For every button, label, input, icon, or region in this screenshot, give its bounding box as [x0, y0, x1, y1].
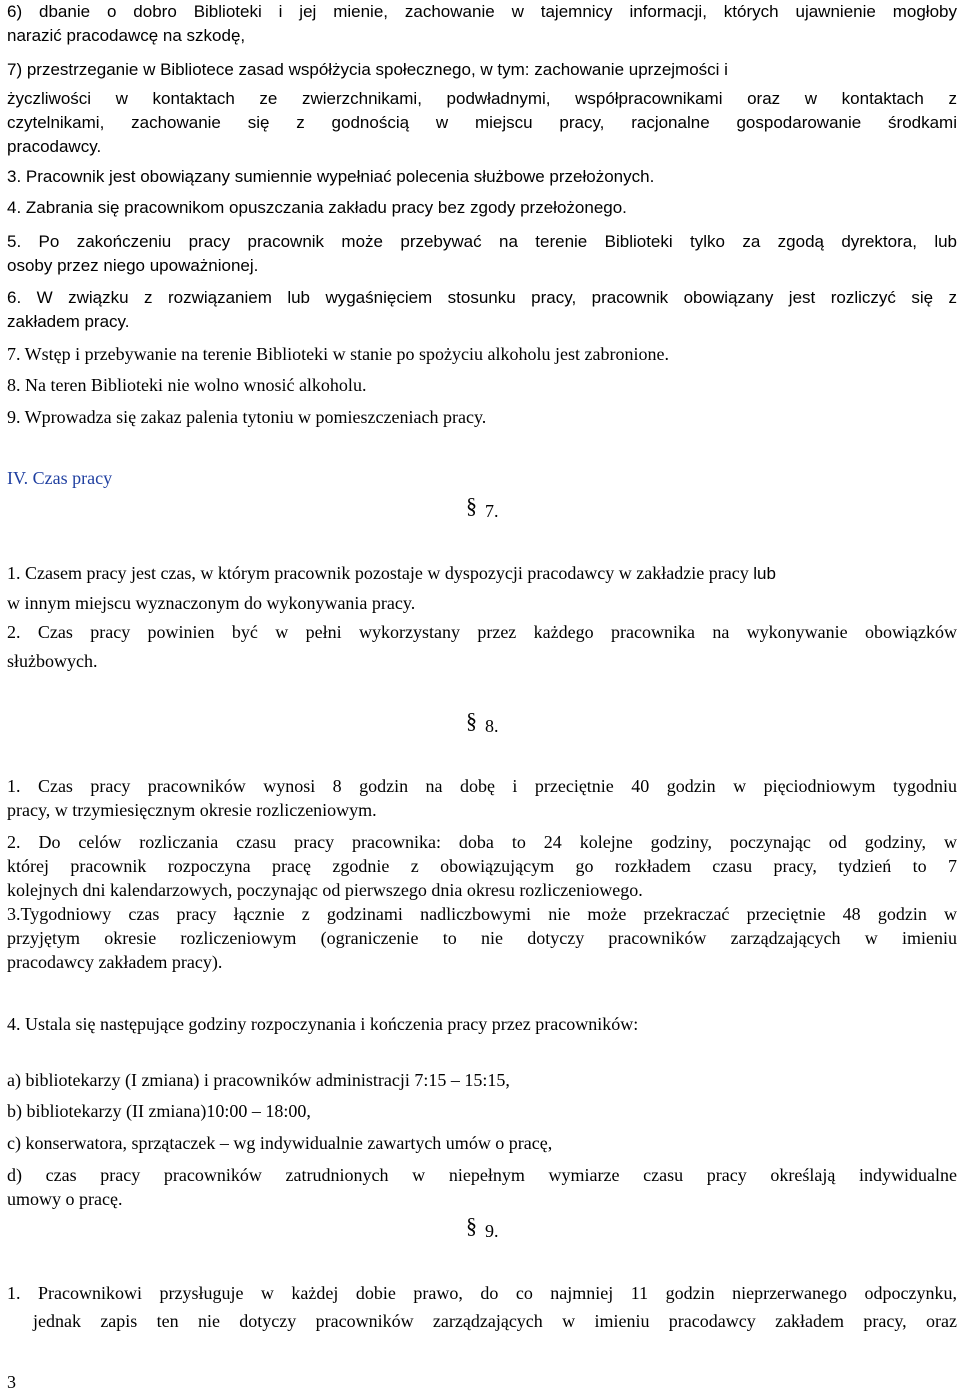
text-line: życzliwości w kontaktach ze zwierzchnikami, podwładnymi, współpracownikami oraz w kontaktach z	[7, 89, 957, 108]
text-line: 2. Do celów rozliczania czasu pracy pracownika: doba to 24 kolejne godziny, poczynając od godziny, w	[7, 832, 957, 852]
text-line: zakładem pracy.	[7, 312, 130, 331]
text-line: służbowych.	[7, 651, 98, 671]
text-line: 7. Wstęp i przebywanie na terenie Biblioteki w stanie po spożyciu alkoholu jest zabronione.	[7, 344, 669, 364]
text-line: narazić pracodawcę na szkodę,	[7, 26, 246, 45]
text-line: pracodawcy zakładem pracy).	[7, 952, 223, 972]
paragraph-marker	[466, 493, 499, 522]
text-line	[7, 562, 776, 585]
text-line: pracy, w trzymiesięcznym okresie rozliczeniowym.	[7, 800, 377, 820]
paragraph-number: 8.	[485, 716, 499, 736]
section-sign: §	[466, 493, 477, 518]
text-line: 3.Tygodniowy czas pracy łącznie z godzinami nadliczbowymi nie może przekraczać przeciętnie 48 godzin w	[7, 904, 957, 924]
paragraph-number: 7.	[485, 501, 499, 521]
text-line: osoby przez niego upoważnionej.	[7, 256, 259, 275]
text-line: pracodawcy.	[7, 137, 102, 156]
text-line: 6. W związku z rozwiązaniem lub wygaśnięciem stosunku pracy, pracownik obowiązany jest rozliczyć się z	[7, 288, 957, 307]
text-line: d) czas pracy pracowników zatrudnionych w niepełnym wymiarze czasu pracy określają indywidualne	[7, 1165, 957, 1185]
text-line: 6) dbanie o dobro Biblioteki i jej mienie, zachowanie w tajemnicy informacji, których ujawnienie mogłoby	[7, 2, 957, 21]
text-span: lub	[753, 564, 776, 583]
section-heading: IV. Czas pracy	[7, 468, 113, 488]
text-line: 1. Czas pracy pracowników wynosi 8 godzin na dobę i przeciętnie 40 godzin w pięciodniowym tygodniu	[7, 776, 957, 796]
text-line: b) bibliotekarzy (II zmiana)10:00 – 18:00,	[7, 1101, 311, 1121]
text-span: 1. Czasem pracy jest czas, w którym pracownik pozostaje w dyspozycji pracodawcy w zakładzie pracy	[7, 563, 749, 583]
text-line: a) bibliotekarzy (I zmiana) i pracowników administracji 7:15 – 15:15,	[7, 1070, 510, 1090]
text-line: 9. Wprowadza się zakaz palenia tytoniu w pomieszczeniach pracy.	[7, 407, 487, 427]
text-line: 1. Pracownikowi przysługuje w każdej dobie prawo, do co najmniej 11 godzin nieprzerwanego odpoczynku,	[7, 1283, 957, 1303]
text-line: czytelnikami, zachowanie się z godnością w miejscu pracy, racjonalne gospodarowanie środkami	[7, 113, 957, 132]
section-sign: §	[466, 708, 477, 733]
text-line: c) konserwatora, sprzątaczek – wg indywidualnie zawartych umów o pracę,	[7, 1133, 553, 1153]
paragraph-marker	[466, 708, 499, 737]
section-sign: §	[466, 1213, 477, 1238]
text-line: 4. Ustala się następujące godziny rozpoczynania i kończenia pracy przez pracowników:	[7, 1014, 639, 1034]
text-line: 7) przestrzeganie w Bibliotece zasad współżycia społecznego, w tym: zachowanie uprzejmości i	[7, 60, 728, 79]
paragraph-marker	[466, 1213, 499, 1242]
page-number: 3	[7, 1372, 16, 1392]
text-line: jednak zapis ten nie dotyczy pracowników zarządzających w imieniu pracodawcy zakładem pracy, oraz	[33, 1311, 957, 1331]
text-line: w innym miejscu wyznaczonym do wykonywania pracy.	[7, 593, 416, 613]
text-line: kolejnych dni kalendarzowych, poczynając od pierwszego dnia okresu rozliczeniowego.	[7, 880, 643, 900]
text-line: umowy o pracę.	[7, 1189, 123, 1209]
text-line: której pracownik rozpoczyna pracę zgodnie z obowiązującym go rozkładem czasu pracy, tydzień to 7	[7, 856, 957, 876]
paragraph-number: 9.	[485, 1221, 499, 1241]
text-line: 4. Zabrania się pracownikom opuszczania zakładu pracy bez zgody przełożonego.	[7, 198, 627, 217]
text-line: 3. Pracownik jest obowiązany sumiennie wypełniać polecenia służbowe przełożonych.	[7, 167, 655, 186]
text-line: przyjętym okresie rozliczeniowym (ograniczenie to nie dotyczy pracowników zarządzających w imieniu	[7, 928, 957, 948]
text-line: 8. Na teren Biblioteki nie wolno wnosić alkoholu.	[7, 375, 367, 395]
text-line: 5. Po zakończeniu pracy pracownik może przebywać na terenie Biblioteki tylko za zgodą dyrektora, lub	[7, 232, 957, 251]
text-line: 2. Czas pracy powinien być w pełni wykorzystany przez każdego pracownika na wykonywanie obowiązków	[7, 622, 957, 642]
